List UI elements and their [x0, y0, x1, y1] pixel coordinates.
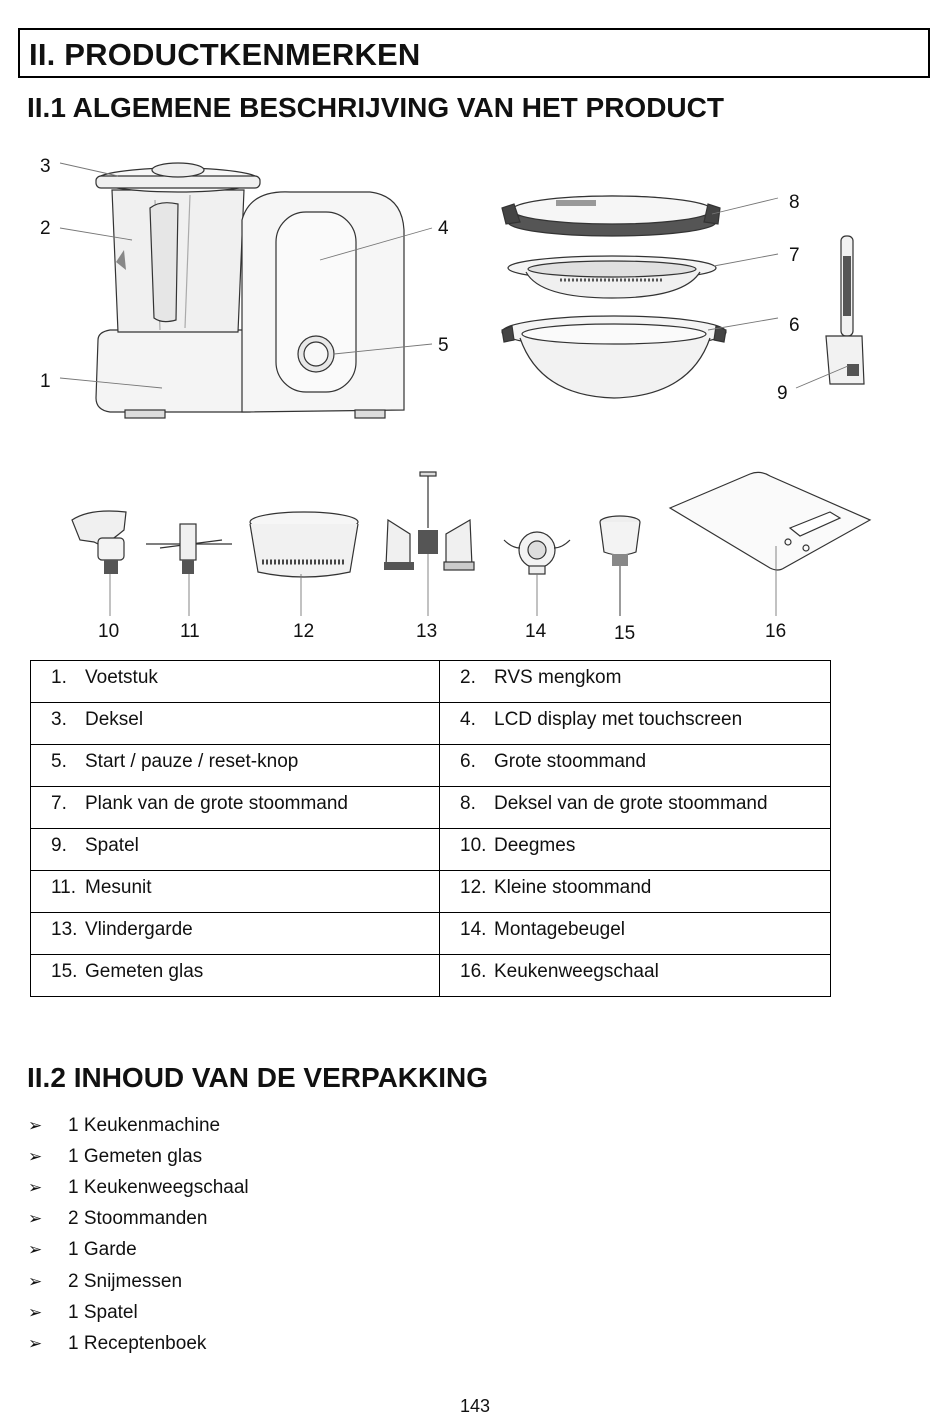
part-label: Deegmes: [494, 835, 576, 856]
callout-9: 9: [777, 383, 788, 404]
chapter-title-box: [18, 28, 930, 78]
part-number: 9.: [51, 835, 67, 856]
part-number: 10.: [460, 835, 487, 856]
part-label: RVS mengkom: [494, 667, 622, 688]
table-cell: [440, 703, 831, 745]
table-row: [31, 871, 831, 913]
section-package-title: II.2 INHOUD VAN DE VERPAKKING: [27, 1062, 489, 1093]
part-number: 7.: [51, 793, 67, 814]
table-cell: [31, 703, 440, 745]
table-cell: [440, 661, 831, 703]
callout-14: 14: [525, 621, 547, 642]
mounting-bracket-illustration: [504, 532, 570, 574]
part-number: 8.: [460, 793, 476, 814]
section-general-title: II.1 ALGEMENE BESCHRIJVING VAN HET PRODUCT: [27, 92, 724, 123]
part-number: 1.: [51, 667, 67, 688]
arrow-bullet-icon: ➢: [28, 1146, 43, 1166]
part-number: 14.: [460, 919, 487, 940]
callout-6: 6: [789, 315, 800, 336]
table-cell: [31, 787, 440, 829]
part-label: Kleine stoommand: [494, 877, 652, 898]
parts-table: [30, 660, 831, 997]
arrow-bullet-icon: ➢: [28, 1209, 43, 1229]
list-item: [28, 1266, 249, 1297]
part-label: Mesunit: [85, 877, 152, 898]
table-row: [31, 829, 831, 871]
arrow-bullet-icon: ➢: [28, 1177, 43, 1197]
part-number: 12.: [460, 877, 487, 898]
table-cell: [31, 661, 440, 703]
table-cell: [440, 955, 831, 997]
table-cell: [31, 913, 440, 955]
table-cell: [440, 745, 831, 787]
steamer-lid-illustration: [502, 196, 720, 236]
arrow-bullet-icon: ➢: [28, 1333, 43, 1353]
part-label: Gemeten glas: [85, 961, 204, 982]
callout-12: 12: [293, 621, 315, 642]
part-label: Spatel: [85, 835, 139, 856]
callout-3: 3: [40, 156, 51, 177]
part-number: 13.: [51, 919, 78, 940]
part-label: Grote stoommand: [494, 751, 647, 772]
page-number: 143: [459, 1396, 491, 1416]
callout-5: 5: [438, 335, 449, 356]
part-number: 3.: [51, 709, 67, 730]
kitchen-scale-illustration: [670, 472, 870, 570]
list-item-label: 1 Gemeten glas: [68, 1145, 203, 1167]
table-row: [31, 787, 831, 829]
callout-7: 7: [789, 245, 800, 266]
part-label: Start / pauze / reset-knop: [85, 751, 299, 772]
table-cell: [440, 787, 831, 829]
steamer-tray-illustration: [508, 256, 716, 298]
part-number: 2.: [460, 667, 476, 688]
blade-unit-illustration: [146, 524, 232, 574]
list-item-label: 1 Keukenweegschaal: [68, 1176, 249, 1198]
table-row: [31, 745, 831, 787]
part-number: 15.: [51, 961, 78, 982]
callout-13: 13: [416, 621, 438, 642]
table-cell: [31, 745, 440, 787]
list-item: [28, 1110, 249, 1141]
list-item: [28, 1204, 249, 1235]
arrow-bullet-icon: ➢: [28, 1302, 43, 1322]
table-cell: [31, 955, 440, 997]
chapter-title: II. PRODUCTKENMERKEN: [29, 37, 421, 72]
list-item: [28, 1297, 249, 1328]
small-steamer-illustration: [250, 512, 358, 577]
machine-illustration: [96, 163, 404, 418]
part-label: Keukenweegschaal: [494, 961, 659, 982]
table-row: [31, 661, 831, 703]
list-item-label: 2 Snijmessen: [68, 1270, 183, 1292]
arrow-bullet-icon: ➢: [28, 1271, 43, 1291]
product-diagram: [0, 140, 950, 650]
list-item: [28, 1172, 249, 1203]
table-cell: [440, 913, 831, 955]
part-label: Montagebeugel: [494, 919, 625, 940]
measuring-cup-illustration: [600, 516, 640, 566]
part-label: Deksel van de grote stoommand: [494, 793, 768, 814]
part-number: 4.: [460, 709, 476, 730]
list-item-label: 2 Stoommanden: [68, 1208, 208, 1230]
table-row: [31, 913, 831, 955]
table-cell: [440, 871, 831, 913]
list-item-label: 1 Receptenboek: [68, 1332, 207, 1354]
callout-10: 10: [98, 621, 120, 642]
part-label: Deksel: [85, 709, 144, 730]
callout-11: 11: [180, 621, 200, 642]
callout-2: 2: [40, 218, 51, 239]
table-cell: [440, 829, 831, 871]
list-item: [28, 1141, 249, 1172]
list-item-label: 1 Spatel: [68, 1301, 138, 1323]
part-label: Voetstuk: [85, 667, 158, 688]
part-number: 11.: [51, 877, 77, 898]
list-item-label: 1 Keukenmachine: [68, 1114, 221, 1136]
list-item-label: 1 Garde: [68, 1239, 137, 1261]
part-number: 5.: [51, 751, 67, 772]
callout-8: 8: [789, 192, 800, 213]
list-item: [28, 1328, 249, 1359]
arrow-bullet-icon: ➢: [28, 1240, 43, 1260]
table-cell: [31, 829, 440, 871]
table-row: [31, 955, 831, 997]
callout-15: 15: [614, 623, 636, 644]
table-cell: [31, 871, 440, 913]
butterfly-whisk-illustration: [384, 472, 474, 570]
callout-4: 4: [438, 218, 449, 239]
part-label: Plank van de grote stoommand: [85, 793, 348, 814]
list-item: [28, 1235, 249, 1266]
part-number: 6.: [460, 751, 476, 772]
arrow-bullet-icon: ➢: [28, 1115, 43, 1135]
callout-16: 16: [765, 621, 787, 642]
spatula-illustration: [826, 236, 864, 384]
part-number: 16.: [460, 961, 487, 982]
table-row: [31, 703, 831, 745]
dough-knife-illustration: [72, 511, 126, 574]
part-label: LCD display met touchscreen: [494, 709, 743, 730]
part-label: Vlindergarde: [85, 919, 193, 940]
callout-1: 1: [40, 371, 51, 392]
large-steamer-illustration: [502, 316, 726, 398]
package-contents-list: [28, 1110, 249, 1360]
